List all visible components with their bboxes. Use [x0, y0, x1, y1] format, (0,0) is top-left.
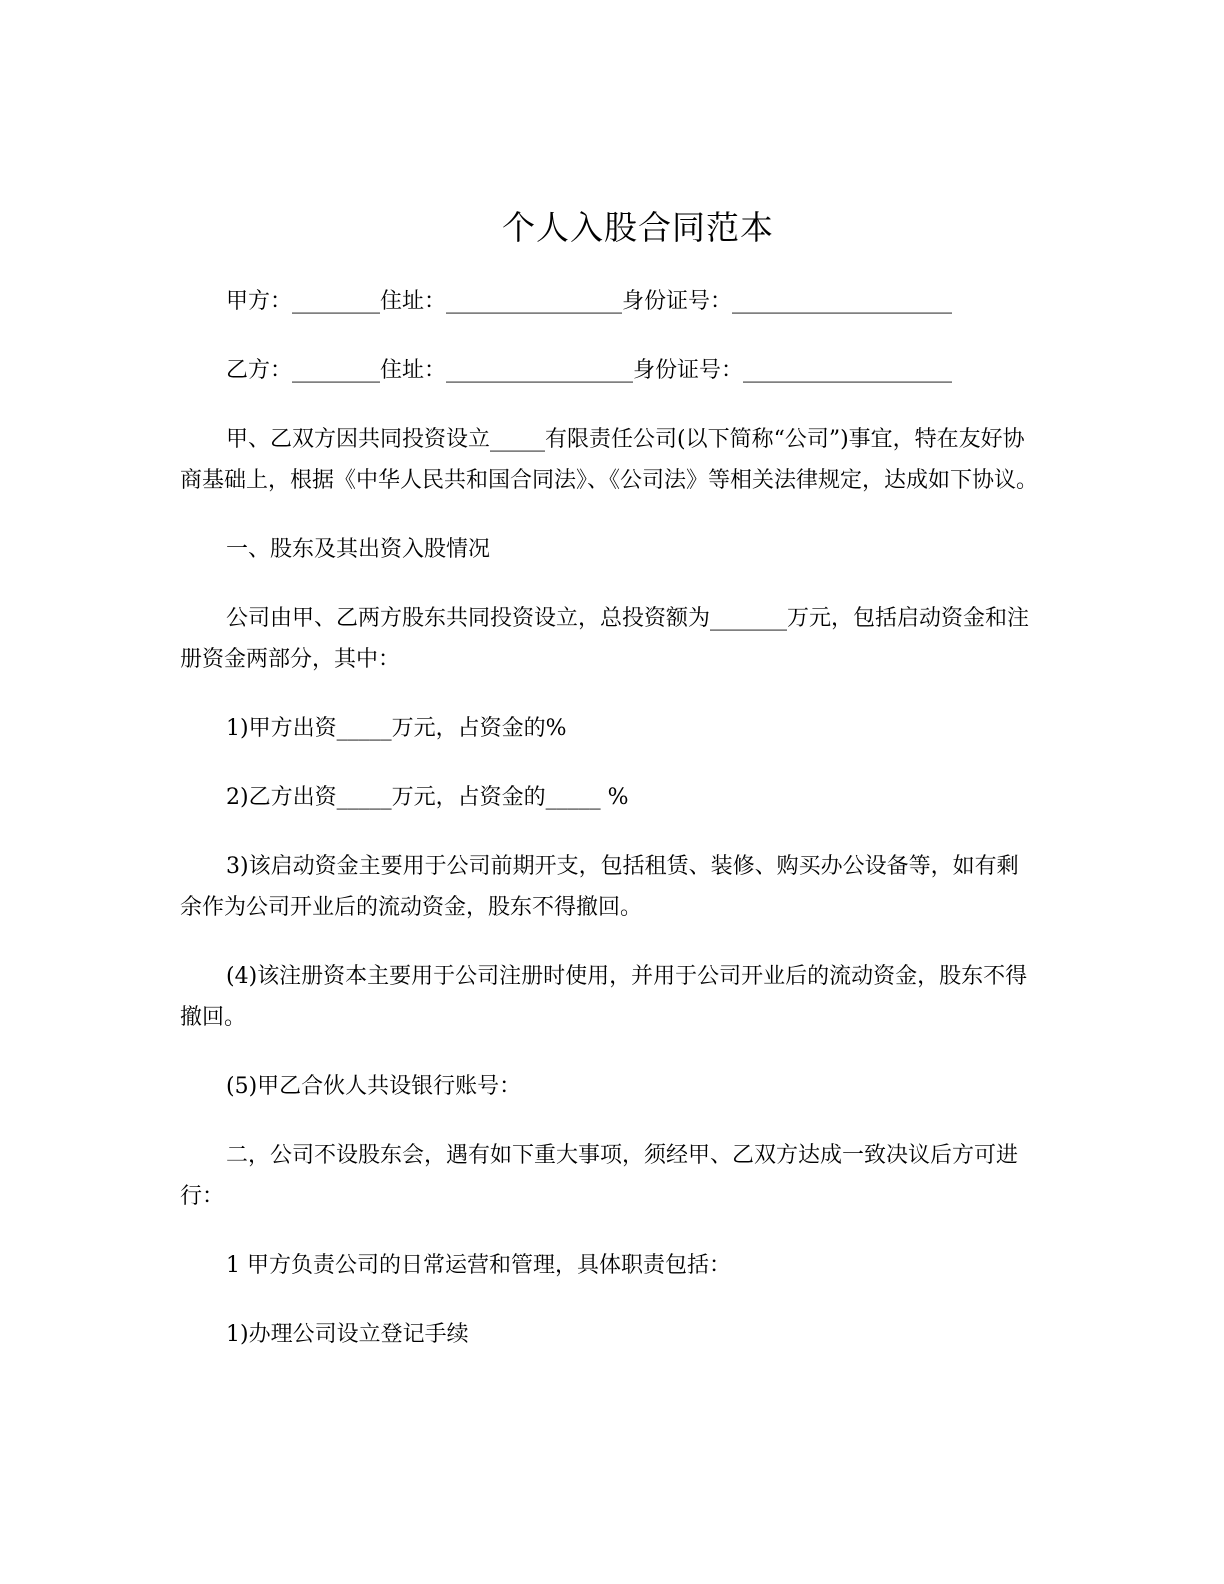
party-a-contribution: 1)甲方出资_____万元，占资金的% — [226, 716, 567, 741]
section-1-heading: 一、股东及其出资入股情况 — [226, 537, 491, 562]
bank-account-clause: (5)甲乙合伙人共设银行账号： — [226, 1074, 522, 1099]
document-body — [180, 281, 1040, 1383]
section-2-heading: 二，公司不设股东会，遇有如下重大事项，须经甲、乙双方达成一致决议后方可进行： — [180, 1143, 1019, 1209]
party-a-duties: 1 甲方负责公司的日常运营和管理，具体职责包括： — [226, 1253, 731, 1278]
party-b-line: 乙方：________住址：_________________身份证号：___________________ — [226, 358, 953, 383]
duty-item-1: 1)办理公司设立登记手续 — [226, 1322, 469, 1347]
investment-paragraph: 公司由甲、乙两方股东共同投资设立，总投资额为_______万元，包括启动资金和注册资金两部分，其中： — [180, 606, 1030, 672]
document-title: 个人入股合同范本 — [502, 208, 774, 247]
intro-paragraph: 甲、乙双方因共同投资设立_____有限责任公司(以下简称“公司”)事宜，特在友好协商基础上，根据《中华人民共和国合同法》、《公司法》等相关法律规定，达成如下协议。 — [180, 427, 1039, 493]
party-b-contribution: 2)乙方出资_____万元，占资金的_____ % — [226, 785, 629, 810]
startup-capital-clause: 3)该启动资金主要用于公司前期开支，包括租赁、装修、购买办公设备等，如有剩余作为公司开业后的流动资金，股东不得撤回。 — [180, 854, 1019, 920]
registered-capital-clause: (4)该注册资本主要用于公司注册时使用，并用于公司开业后的流动资金，股东不得撤回。 — [180, 964, 1028, 1030]
party-a-line: 甲方：________住址：________________身份证号：____________________ — [226, 289, 953, 314]
